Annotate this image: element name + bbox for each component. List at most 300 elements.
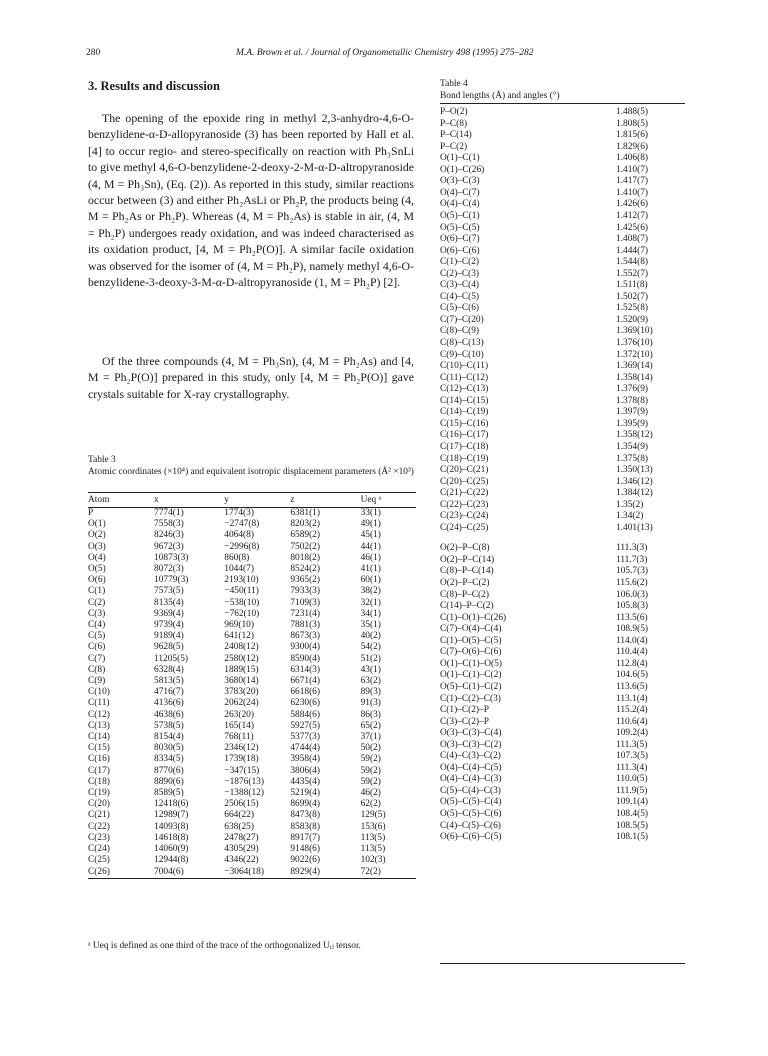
z-cell: 4435(4) — [290, 776, 320, 787]
table-row — [440, 717, 685, 728]
table-row — [440, 396, 685, 407]
table-row — [440, 188, 685, 199]
bond-value: 107.3(5) — [616, 751, 649, 762]
z-cell: 6618(6) — [290, 687, 320, 698]
x-cell: 5813(5) — [154, 676, 184, 687]
table-row — [440, 751, 685, 762]
bond-value: 1.815(6) — [616, 130, 649, 141]
y-cell: 969(10) — [224, 620, 254, 631]
table-row — [88, 631, 416, 642]
bond-label: C(3)–C(4) — [440, 280, 480, 291]
x-cell: 8030(5) — [154, 743, 184, 754]
table-row — [440, 257, 685, 268]
bond-label: C(14)–C(15) — [440, 395, 489, 406]
ueq-cell: 102(3) — [360, 855, 386, 866]
ueq-cell: 65(2) — [360, 720, 381, 731]
bond-label: C(8)–P–C(2) — [440, 589, 489, 600]
bond-value: 105.7(3) — [616, 566, 649, 577]
bond-value: 1.502(7) — [616, 291, 649, 302]
table3-footnote: ᵃ Ueq is defined as one third of the trace of the orthogonalized Uᵢⱼ tensor. — [88, 941, 361, 951]
bond-label: P–C(14) — [440, 130, 472, 141]
y-cell: −2996(8) — [224, 541, 260, 552]
x-cell: 7004(6) — [154, 866, 184, 877]
table-row — [440, 246, 685, 257]
bond-label: C(5)–C(6) — [440, 303, 480, 314]
bond-label: C(24)–C(25) — [440, 522, 489, 533]
bond-label: O(2)–P–C(8) — [440, 543, 490, 554]
bond-label: C(1)–C(2)–P — [440, 705, 489, 716]
y-cell: 2062(24) — [224, 698, 259, 709]
bond-label: O(5)–C(5) — [440, 222, 480, 233]
y-cell: −3064(18) — [224, 866, 264, 877]
x-cell: 7774(1) — [154, 508, 184, 518]
y-cell: 2193(10) — [224, 575, 259, 586]
bond-label: P–C(2) — [440, 141, 468, 152]
body-paragraph: Of the three compounds (4, M = Ph₃Sn), (4, M = Ph₂As) and [4, M = Ph₂P(O)] prepared in this study, only [4, M = Ph₂P(O)] gave crystals suitable for X-ray crystallography. — [88, 354, 414, 401]
bond-label: O(5)–C(5)–C(4) — [440, 797, 502, 808]
z-cell: 8018(2) — [290, 552, 320, 563]
bond-label: C(1)–C(2) — [440, 257, 480, 268]
table-row — [440, 511, 685, 522]
table-row — [440, 326, 685, 337]
x-cell: 8334(5) — [154, 754, 184, 765]
ueq-cell: 44(1) — [360, 541, 381, 552]
y-cell: −762(10) — [224, 608, 260, 619]
table-row — [88, 620, 416, 631]
table-row — [88, 833, 416, 844]
bond-label: C(3)–C(2)–P — [440, 716, 489, 727]
bond-value: 1.35(2) — [616, 499, 644, 510]
ueq-cell: 49(1) — [360, 519, 381, 530]
y-cell: 165(14) — [224, 720, 254, 731]
atom-cell: C(2) — [88, 597, 106, 608]
bond-value: 1.369(14) — [616, 361, 653, 372]
z-cell: 6589(2) — [290, 530, 320, 541]
table-row — [440, 613, 685, 624]
table-row — [88, 721, 416, 732]
table-row — [440, 315, 685, 326]
atom-cell: C(11) — [88, 698, 110, 709]
atom-cell: C(10) — [88, 687, 110, 698]
bond-value: 1.358(12) — [616, 430, 653, 441]
z-cell: 6314(3) — [290, 664, 320, 675]
table-row — [88, 822, 416, 833]
atom-cell: O(3) — [88, 541, 106, 552]
table-row — [440, 670, 685, 681]
table-row — [440, 153, 685, 164]
bond-label: C(10)–C(11) — [440, 361, 489, 372]
bond-value: 1.444(7) — [616, 245, 649, 256]
table-row — [88, 844, 416, 855]
x-cell: 8135(4) — [154, 597, 184, 608]
z-cell: 3806(4) — [290, 765, 320, 776]
table-row — [440, 601, 685, 612]
table-row — [88, 710, 416, 721]
ueq-cell: 46(2) — [360, 788, 381, 799]
table-row — [440, 488, 685, 499]
table-row — [88, 609, 416, 620]
ueq-cell: 153(6) — [360, 821, 386, 832]
table-row — [440, 774, 685, 785]
bond-label: O(2)–P–C(2) — [440, 578, 490, 588]
atom-cell: C(14) — [88, 732, 110, 743]
table-row — [440, 728, 685, 739]
table3-col-atom: Atom — [88, 495, 110, 505]
table3-body — [88, 508, 416, 879]
y-cell: −538(10) — [224, 597, 260, 608]
bond-label: O(4)–C(7) — [440, 187, 480, 198]
x-cell: 5738(5) — [154, 720, 184, 731]
bond-label: O(1)–C(1) — [440, 153, 480, 164]
table-row — [440, 636, 685, 647]
y-cell: −347(15) — [224, 765, 260, 776]
ueq-cell: 72(2) — [360, 866, 381, 877]
bond-label: C(2)–C(3) — [440, 268, 480, 279]
table-row — [440, 624, 685, 635]
table-row — [88, 542, 416, 553]
bond-value: 110.4(4) — [616, 647, 648, 658]
table-row — [88, 530, 416, 541]
bond-value: 1.376(9) — [616, 384, 649, 395]
table-row — [88, 855, 416, 866]
bond-value: 106.0(3) — [616, 589, 649, 600]
y-cell: 4346(22) — [224, 855, 259, 866]
table-row — [88, 810, 416, 821]
table-row — [440, 465, 685, 476]
table-row — [88, 665, 416, 676]
table-row — [88, 732, 416, 743]
table-row — [440, 647, 685, 658]
table-row — [440, 165, 685, 176]
table-row — [88, 687, 416, 698]
ueq-cell: 40(2) — [360, 631, 381, 642]
table-row — [440, 543, 685, 554]
table-row — [440, 694, 685, 705]
x-cell: 6328(4) — [154, 664, 184, 675]
bond-label: C(11)–C(12) — [440, 372, 489, 383]
z-cell: 8673(3) — [290, 631, 320, 642]
table-row — [88, 586, 416, 597]
z-cell: 9300(4) — [290, 642, 320, 653]
table-row — [440, 407, 685, 418]
table-row — [440, 682, 685, 693]
table-row — [440, 350, 685, 361]
bond-value: 114.0(4) — [616, 635, 648, 646]
y-cell: 1739(18) — [224, 754, 259, 765]
bond-value: 109.1(4) — [616, 797, 649, 808]
bond-value: 1.408(7) — [616, 234, 649, 245]
bond-label: C(8)–C(9) — [440, 326, 480, 337]
bond-label: C(12)–C(13) — [440, 384, 489, 395]
table-row — [440, 199, 685, 210]
table-row — [440, 477, 685, 488]
table3-col-ueq: Ueq ᵃ — [360, 495, 382, 505]
bond-value: 104.6(5) — [616, 670, 649, 681]
bond-label: C(21)–C(22) — [440, 488, 489, 499]
atom-cell: O(4) — [88, 552, 106, 563]
x-cell: 12418(6) — [154, 799, 189, 810]
y-cell: 2346(12) — [224, 743, 259, 754]
x-cell: 4638(6) — [154, 709, 184, 720]
z-cell: 8203(2) — [290, 519, 320, 530]
x-cell: 8589(5) — [154, 788, 184, 799]
x-cell: 10779(3) — [154, 575, 189, 586]
bond-value: 1.412(7) — [616, 210, 649, 221]
atom-cell: C(23) — [88, 832, 110, 843]
bond-label: O(5)–C(5)–C(6) — [440, 809, 502, 819]
ueq-cell: 59(2) — [360, 754, 381, 765]
z-cell: 8590(4) — [290, 653, 320, 664]
bond-label: O(5)–C(1) — [440, 210, 480, 221]
bond-value: 1.406(8) — [616, 153, 649, 164]
atom-cell: C(26) — [88, 866, 110, 877]
ueq-cell: 129(5) — [360, 810, 386, 821]
bond-value: 1.34(2) — [616, 511, 644, 522]
x-cell: 9628(5) — [154, 642, 184, 653]
table-row — [88, 642, 416, 653]
bond-value: 1.488(5) — [616, 107, 649, 117]
bond-value: 1.397(9) — [616, 407, 649, 418]
z-cell: 6230(6) — [290, 698, 320, 709]
bond-label: C(16)–C(17) — [440, 430, 489, 441]
bond-label: C(4)–C(5)–C(6) — [440, 820, 501, 831]
table-row — [88, 766, 416, 777]
bond-label: O(6)–C(7) — [440, 234, 480, 245]
bond-value: 1.829(6) — [616, 141, 649, 152]
z-cell: 5219(4) — [290, 788, 320, 799]
table4-caption — [440, 78, 685, 102]
bond-value: 1.425(6) — [616, 222, 649, 233]
y-cell: 3680(14) — [224, 676, 259, 687]
z-cell: 5927(5) — [290, 720, 320, 731]
body-paragraph: The opening of the epoxide ring in methyl 2,3-anhydro-4,6-O-benzylidene-α-D-allopyranoside (3) has been reported by Hall et al. [4] to occur regio- and stereo-specifically on reaction with Ph₃SnLi to give methyl 4,6-O-benzylidene-2-deoxy-2-M-α-D-altropyranoside (4, M = Ph₃Sn), (Eq. (2)). As reported in this study, similar reactions occur between (3) and either Ph₂AsLi or Ph₂P, the products being (4, M = Ph₂As or Ph₂P). Whereas (4, M = Ph₂As) is stable in air, (4, M = Ph₂P) undergoes ready oxidation, and was indeed characterised as its oxidation product, [4, M = Ph₂P(O)]. A similar facile oxidation was observed for the isomer of (4, M = Ph₂P), namely methyl 4,6-O-benzylidene-3-deoxy-3-M-α-D-altropyranoside (1, M = Ph₂P) [2]. — [88, 111, 414, 290]
bond-label: C(8)–P–C(14) — [440, 566, 494, 577]
bond-label: C(18)–C(19) — [440, 453, 489, 464]
table-row — [440, 786, 685, 797]
atom-cell: C(6) — [88, 642, 106, 653]
table-row — [440, 740, 685, 751]
table-row — [440, 578, 685, 589]
bond-value: 112.8(4) — [616, 658, 648, 669]
bond-value: 1.511(8) — [616, 280, 648, 291]
table-row — [88, 508, 416, 520]
bond-value: 108.1(5) — [616, 832, 649, 843]
bond-value: 108.4(5) — [616, 809, 649, 819]
ueq-cell: 51(2) — [360, 653, 381, 664]
bond-label: C(8)–C(13) — [440, 338, 484, 348]
bond-label: C(7)–O(4)–C(4) — [440, 624, 502, 635]
table-row — [88, 654, 416, 665]
z-cell: 8524(2) — [290, 564, 320, 575]
table-row — [440, 763, 685, 774]
ueq-cell: 32(1) — [360, 597, 381, 608]
ueq-cell: 41(1) — [360, 564, 381, 575]
table4-top-rule — [440, 103, 685, 104]
ueq-cell: 46(1) — [360, 552, 381, 563]
atom-cell: C(7) — [88, 653, 106, 664]
table-row — [440, 176, 685, 187]
table-row — [88, 788, 416, 799]
x-cell: 7573(5) — [154, 586, 184, 597]
z-cell: 8917(7) — [290, 832, 320, 843]
bond-value: 1.552(7) — [616, 268, 649, 279]
ueq-cell: 60(1) — [360, 575, 381, 586]
ueq-cell: 113(5) — [360, 832, 386, 843]
x-cell: 9189(4) — [154, 631, 184, 642]
x-cell: 4716(7) — [154, 687, 184, 698]
table4-bottom-rule — [440, 963, 685, 964]
bond-label: O(4)–C(4) — [440, 199, 480, 210]
table-row — [440, 659, 685, 670]
x-cell: 8154(4) — [154, 732, 184, 743]
table-row — [440, 419, 685, 430]
table-row — [440, 269, 685, 280]
x-cell: 11205(5) — [154, 653, 189, 664]
z-cell: 8473(8) — [290, 810, 320, 821]
table-row — [440, 500, 685, 511]
table-row — [440, 809, 685, 820]
table-row — [440, 797, 685, 808]
atom-cell: C(12) — [88, 709, 110, 720]
bond-label: C(7)–O(6)–C(6) — [440, 647, 502, 658]
table-row — [440, 223, 685, 234]
table-row — [440, 523, 685, 534]
bond-label: C(9)–C(10) — [440, 349, 484, 360]
atom-cell: O(2) — [88, 530, 106, 541]
bond-value: 110.0(5) — [616, 774, 648, 785]
table-row — [440, 821, 685, 832]
table-row — [440, 555, 685, 566]
section-title: 3. Results and discussion — [88, 79, 220, 93]
ueq-cell: 43(1) — [360, 664, 381, 675]
x-cell: 8890(6) — [154, 776, 184, 787]
bond-value: 113.5(6) — [616, 612, 648, 623]
bond-value: 1.395(9) — [616, 418, 649, 429]
bond-label: C(14)–P–C(2) — [440, 601, 494, 612]
bond-label: O(3)–C(3)–C(4) — [440, 728, 502, 739]
bond-value: 1.375(8) — [616, 453, 649, 464]
table-row — [440, 338, 685, 349]
bond-value: 113.1(4) — [616, 693, 648, 704]
bond-value: 1.410(7) — [616, 164, 649, 175]
ueq-cell: 113(5) — [360, 844, 386, 855]
x-cell: 12944(8) — [154, 855, 189, 866]
bond-label: C(1)–O(5)–C(5) — [440, 635, 502, 646]
table3-caption-text: Atomic coordinates (×10⁴) and equivalent isotropic displacement parameters (Å² ×10³) — [88, 467, 414, 477]
bond-value: 111.3(4) — [616, 762, 648, 773]
atom-cell: P — [88, 508, 94, 518]
z-cell: 7231(4) — [290, 608, 320, 619]
ueq-cell: 86(3) — [360, 709, 381, 720]
bond-label: C(14)–C(19) — [440, 407, 489, 418]
x-cell: 14618(8) — [154, 832, 189, 843]
ueq-cell: 91(3) — [360, 698, 381, 709]
bond-label: O(4)–C(4)–C(3) — [440, 774, 502, 785]
table-row — [440, 234, 685, 245]
table-row — [440, 280, 685, 291]
atom-cell: C(20) — [88, 799, 110, 810]
ueq-cell: 63(2) — [360, 676, 381, 687]
atom-cell: C(21) — [88, 810, 110, 821]
table-row — [440, 142, 685, 153]
bond-label: O(5)–C(1)–C(2) — [440, 681, 502, 692]
ueq-cell: 38(2) — [360, 586, 381, 597]
y-cell: 664(22) — [224, 810, 254, 821]
bond-label: C(1)–O(1)–C(26) — [440, 612, 507, 623]
table-row — [88, 519, 416, 530]
bond-label: P–C(8) — [440, 118, 468, 129]
y-cell: 1774(3) — [224, 508, 254, 518]
bond-label: C(15)–C(16) — [440, 418, 489, 429]
ueq-cell: 35(1) — [360, 620, 381, 631]
ueq-cell: 59(2) — [360, 776, 381, 787]
bond-value: 1.346(12) — [616, 476, 653, 487]
y-cell: 263(20) — [224, 709, 254, 720]
atom-cell: C(25) — [88, 855, 110, 866]
bond-value: 1.369(10) — [616, 326, 653, 337]
table-row — [88, 553, 416, 564]
bond-label: O(1)–C(1)–O(5) — [440, 658, 502, 669]
bond-value: 110.6(4) — [616, 716, 648, 727]
table-row — [88, 867, 416, 879]
table-row — [440, 373, 685, 384]
bond-value: 108.5(5) — [616, 820, 649, 831]
running-header — [86, 48, 692, 62]
bond-value: 115.6(2) — [616, 578, 648, 588]
table3-col-z: z — [290, 495, 295, 505]
x-cell: 14060(9) — [154, 844, 189, 855]
bond-value: 111.3(5) — [616, 739, 648, 750]
y-cell: −1388(12) — [224, 788, 264, 799]
table4-caption-text: Bond lengths (Å) and angles (°) — [440, 91, 560, 101]
ueq-cell: 37(1) — [360, 732, 381, 743]
x-cell: 4136(6) — [154, 698, 184, 709]
x-cell: 14093(8) — [154, 821, 189, 832]
bond-label: O(6)–C(6) — [440, 245, 480, 256]
table3-caption — [88, 454, 418, 478]
bond-value: 105.8(3) — [616, 601, 649, 612]
bond-value: 1.808(5) — [616, 118, 649, 129]
atom-cell: C(15) — [88, 743, 110, 754]
y-cell: 1889(15) — [224, 664, 259, 675]
z-cell: 7881(3) — [290, 620, 320, 631]
atom-cell: O(5) — [88, 564, 106, 575]
bond-label: P–O(2) — [440, 107, 468, 117]
y-cell: 2580(12) — [224, 653, 259, 664]
z-cell: 7109(3) — [290, 597, 320, 608]
ueq-cell: 59(2) — [360, 765, 381, 776]
z-cell: 7933(3) — [290, 586, 320, 597]
atom-cell: C(16) — [88, 754, 110, 765]
bond-value: 1.410(7) — [616, 187, 649, 198]
table-row — [88, 799, 416, 810]
atom-cell: C(5) — [88, 631, 106, 642]
y-cell: 2506(15) — [224, 799, 259, 810]
bond-value: 1.544(8) — [616, 257, 649, 268]
x-cell: 8246(3) — [154, 530, 184, 541]
bond-value: 1.525(8) — [616, 303, 649, 314]
z-cell: 7502(2) — [290, 541, 320, 552]
ueq-cell: 45(1) — [360, 530, 381, 541]
table-row — [88, 777, 416, 788]
ueq-cell: 50(2) — [360, 743, 381, 754]
atom-cell: C(19) — [88, 788, 110, 799]
bond-label: C(1)–C(2)–C(3) — [440, 693, 501, 704]
z-cell: 6671(4) — [290, 676, 320, 687]
table4-label: Table 4 — [440, 79, 468, 89]
z-cell: 9148(6) — [290, 844, 320, 855]
bond-value: 113.6(5) — [616, 681, 648, 692]
